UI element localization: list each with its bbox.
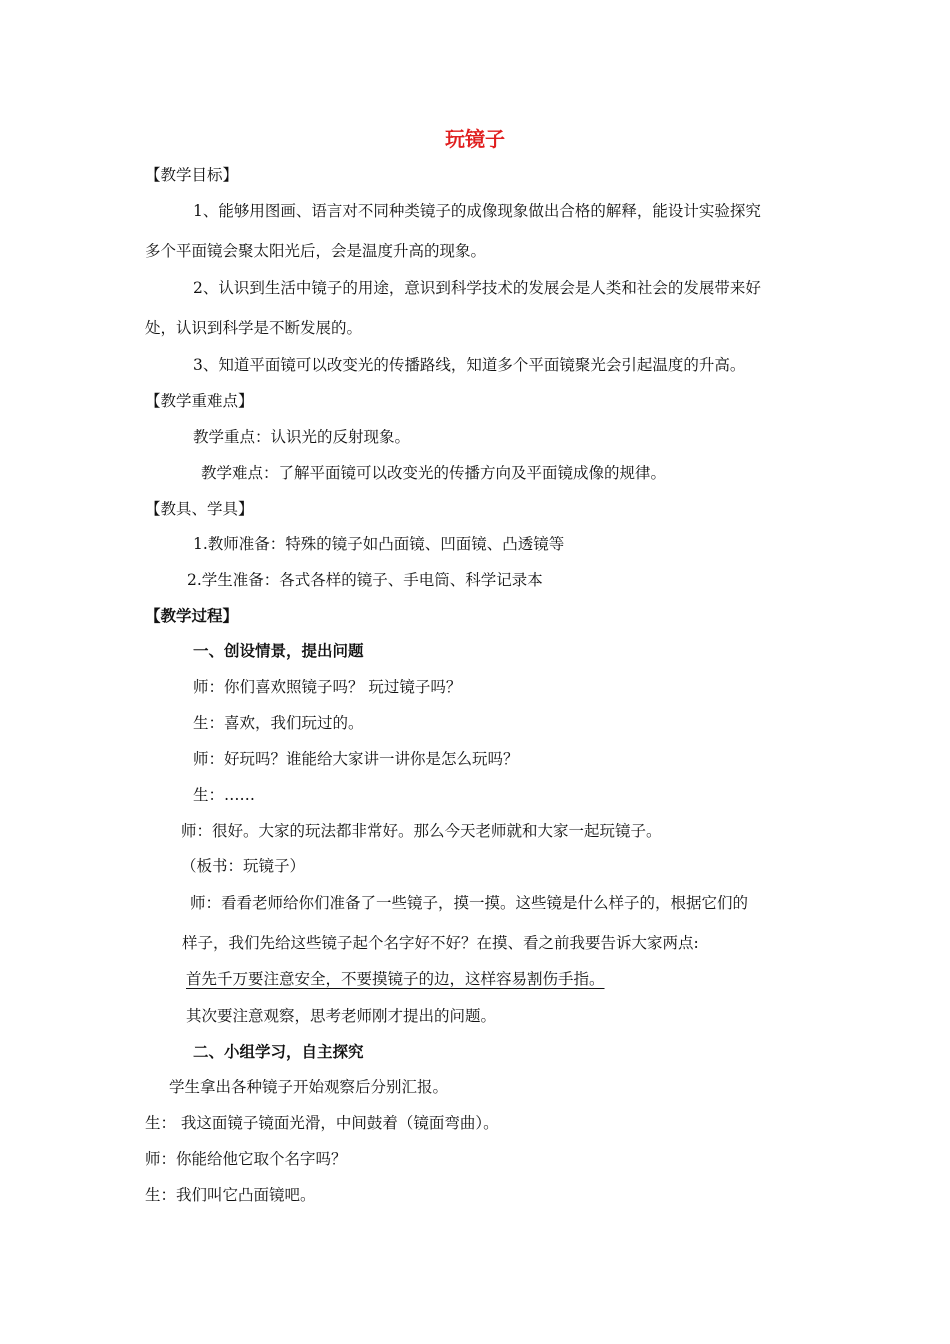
section-1-heading: 一、创设情景，提出问题 bbox=[193, 641, 364, 660]
teaching-difficulty: 教学难点：了解平面镜可以改变光的传播方向及平面镜成像的规律。 bbox=[201, 464, 667, 482]
goal-2-line-2: 处，认识到科学是不断发展的。 bbox=[145, 319, 363, 337]
goals-heading: 【教学目标】 bbox=[145, 166, 239, 184]
section-2-heading: 二、小组学习，自主探究 bbox=[193, 1042, 364, 1061]
dialogue-line: 样子，我们先给这些镜子起个名字好不好？在摸、看之前我要告诉大家两点: bbox=[182, 934, 699, 952]
dialogue-line: 其次要注意观察，思考老师刚才提出的问题。 bbox=[186, 1007, 497, 1025]
process-heading: 【教学过程】 bbox=[145, 606, 239, 625]
document-title: 玩镜子 bbox=[445, 127, 505, 151]
dialogue-line: 师：好玩吗？谁能给大家讲一讲你是怎么玩吗？ bbox=[193, 750, 519, 768]
goal-1-line-2: 多个平面镜会聚太阳光后，会是温度升高的现象。 bbox=[145, 242, 487, 260]
dialogue-line: 师：看看老师给你们准备了一些镜子，摸一摸。这些镜是什么样子的，根据它们的 bbox=[190, 894, 749, 912]
goal-3: 3、知道平面镜可以改变光的传播路线，知道多个平面镜聚光会引起温度的升高。 bbox=[193, 356, 746, 374]
dialogue-line: 生：我们叫它凸面镜吧。 bbox=[145, 1186, 316, 1204]
teaching-keypoint: 教学重点：认识光的反射现象。 bbox=[193, 428, 411, 446]
materials-heading: 【教具、学具】 bbox=[145, 500, 254, 518]
goal-1-line-1: 1、能够用图画、语言对不同种类镜子的成像现象做出合格的解释，能设计实验探究 bbox=[193, 202, 761, 220]
dialogue-line: 生： 我这面镜子镜面光滑，中间鼓着（镜面弯曲）。 bbox=[145, 1114, 499, 1132]
dialogue-line: 生：喜欢，我们玩过的。 bbox=[193, 714, 364, 732]
keypoints-heading: 【教学重难点】 bbox=[145, 392, 254, 410]
dialogue-line: 生：…… bbox=[193, 786, 256, 804]
dialogue-line: 学生拿出各种镜子开始观察后分别汇报。 bbox=[169, 1078, 449, 1096]
teacher-materials: 1.教师准备：特殊的镜子如凸面镜、凹面镜、凸透镜等 bbox=[193, 535, 565, 553]
dialogue-line: 师：你能给他它取个名字吗？ bbox=[145, 1150, 347, 1168]
dialogue-line: 师：很好。大家的玩法都非常好。那么今天老师就和大家一起玩镜子。 bbox=[181, 822, 662, 840]
goal-2-line-1: 2、认识到生活中镜子的用途，意识到科学技术的发展会是人类和社会的发展带来好 bbox=[193, 279, 761, 297]
safety-note: 首先千万要注意安全，不要摸镜子的边，这样容易割伤手指。 bbox=[186, 970, 605, 988]
board-note: （板书：玩镜子） bbox=[181, 857, 306, 875]
dialogue-line: 师：你们喜欢照镜子吗？ 玩过镜子吗？ bbox=[193, 678, 462, 696]
student-materials: 2.学生准备：各式各样的镜子、手电筒、科学记录本 bbox=[187, 571, 543, 589]
